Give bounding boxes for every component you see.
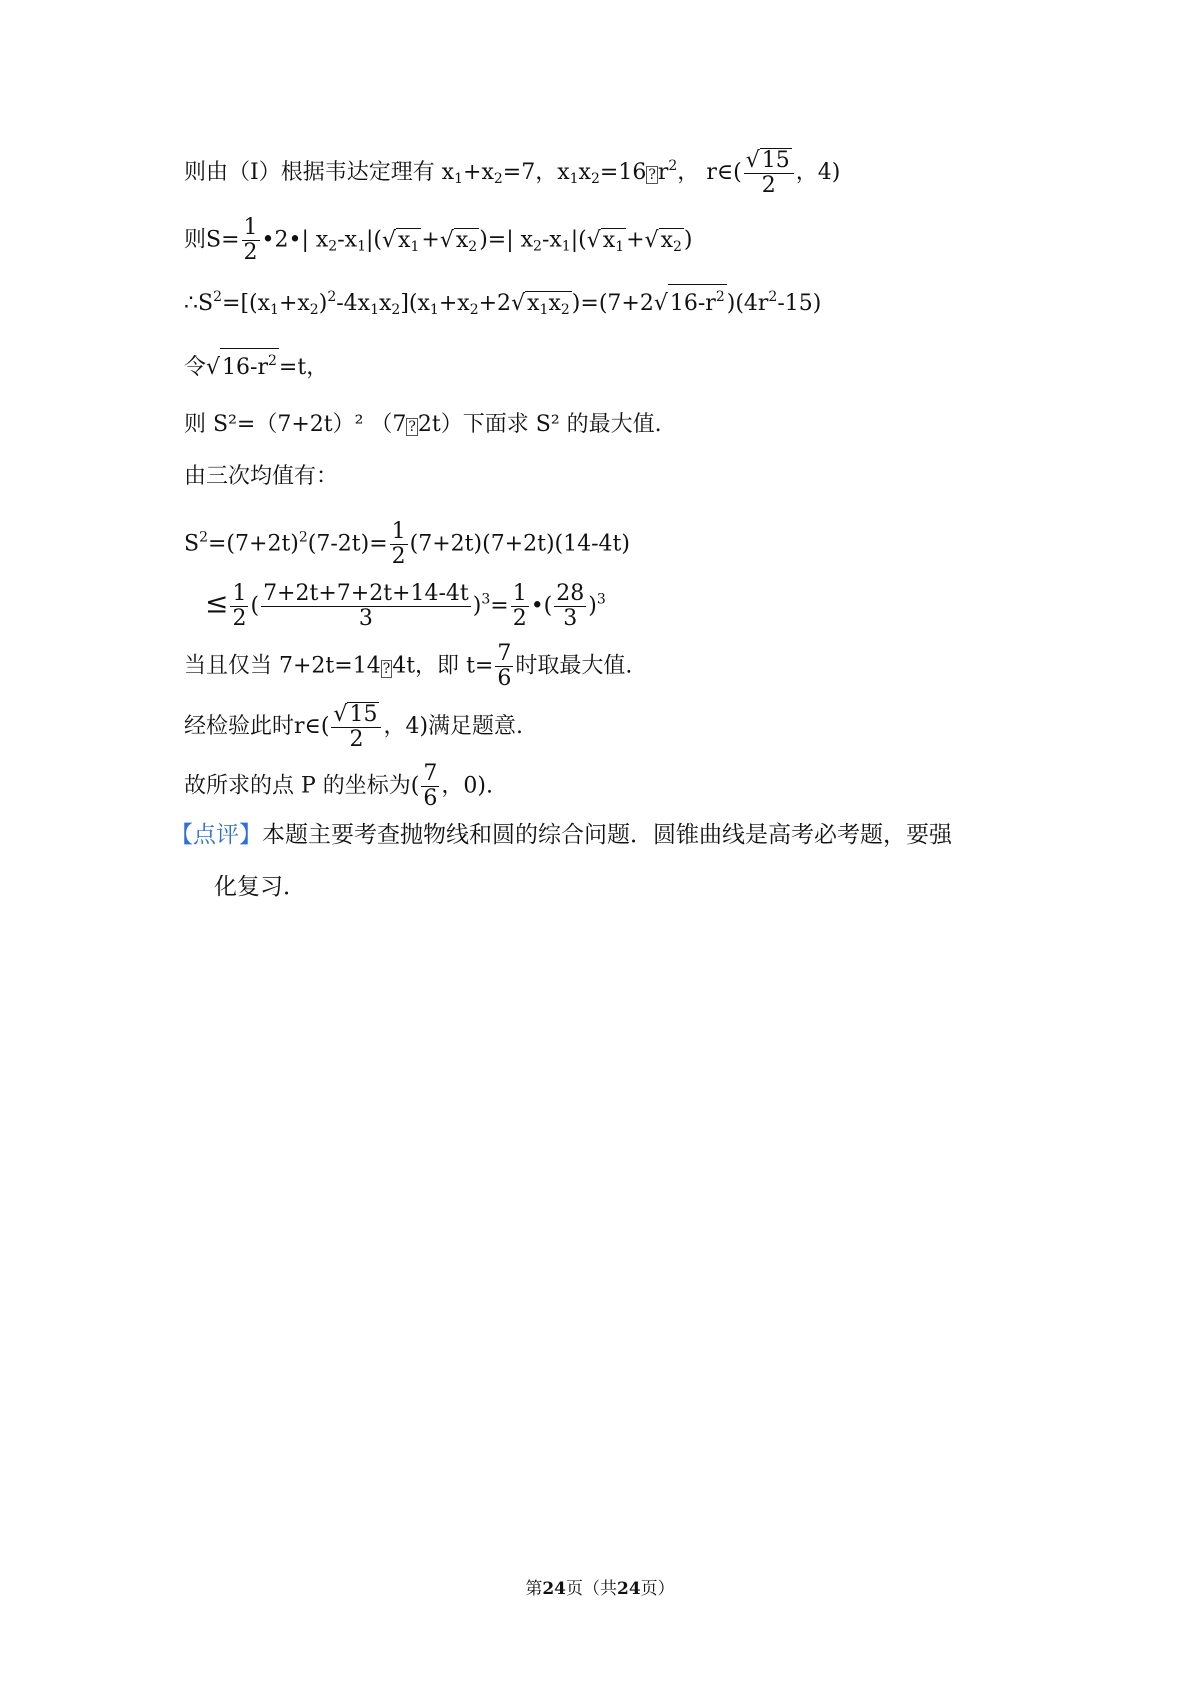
fraction-half: $\frac{1}{2}$	[243, 215, 258, 265]
line-s-squared: $\therefore S^2=[(x_1+x_2)^2-4x_1x_2](x_1+x_2+2√x_1x_2)=(7+2√16-r^2)(4r^2-15)$	[184, 282, 821, 325]
review-comment-continued: 化复习．	[214, 874, 306, 900]
review-comment: 【点评】本题主要考查抛物线和圆的综合问题．圆锥曲线是高考必考题，要强	[170, 822, 952, 848]
line-answer: 故所求的点 P 的坐标为( $\frac{7}{6}$ ，0).	[184, 761, 493, 811]
page-number: 24	[542, 1579, 566, 1599]
missing-glyph: ?	[648, 167, 656, 183]
line-s2-in-t: 则 S²=（7+2t）² （7 ?2t）下面求 S² 的最大值.	[184, 412, 662, 437]
line-vieta: 则由（I）根据韦达定理有 $x_1+x_2=7$，$x_1x_2=16$ $?r^2$， r∈( $\frac{√15}{2}$ ，4)	[184, 148, 841, 198]
line-s2-expansion: $S^2=(7+2t)^2(7-2t)=$ $\frac{1}{2}$ (7+2t)(7+2t)(14-4t)	[184, 519, 630, 569]
line-substitution: 令$√16-r^2=t$，	[184, 348, 328, 383]
fraction-sqrt15-over-2: $\frac{√15}{2}$	[744, 148, 794, 198]
line-am-gm: 由三次均值有：	[184, 464, 339, 489]
line-verification: 经检验此时r∈( $\frac{√15}{2}$ ，4)满足题意.	[184, 702, 524, 752]
review-label: 【点评】	[170, 822, 262, 848]
page-footer: 第24页（共24页）	[525, 1579, 675, 1599]
page-total: 24	[617, 1579, 641, 1599]
line-area-formula: 则S= $\frac{1}{2}$ •2•| $x_2-x_1|(√x_1+√x_2)=|$ $x_2-x_1|(√x_1+√x_2)$	[184, 215, 693, 265]
line-inequality: ≤ $\frac{1}{2}$ ( $\frac{7+2t+7+2t+14-4t}{3}$ )$^3$= $\frac{1}{2}$ •( $\frac{28}{3}$ )$^3$	[205, 581, 606, 631]
line-equality-condition: 当且仅当 7+2t=14 ?4t，即 t= $\frac{7}{6}$ 时取最大值.	[184, 641, 633, 691]
